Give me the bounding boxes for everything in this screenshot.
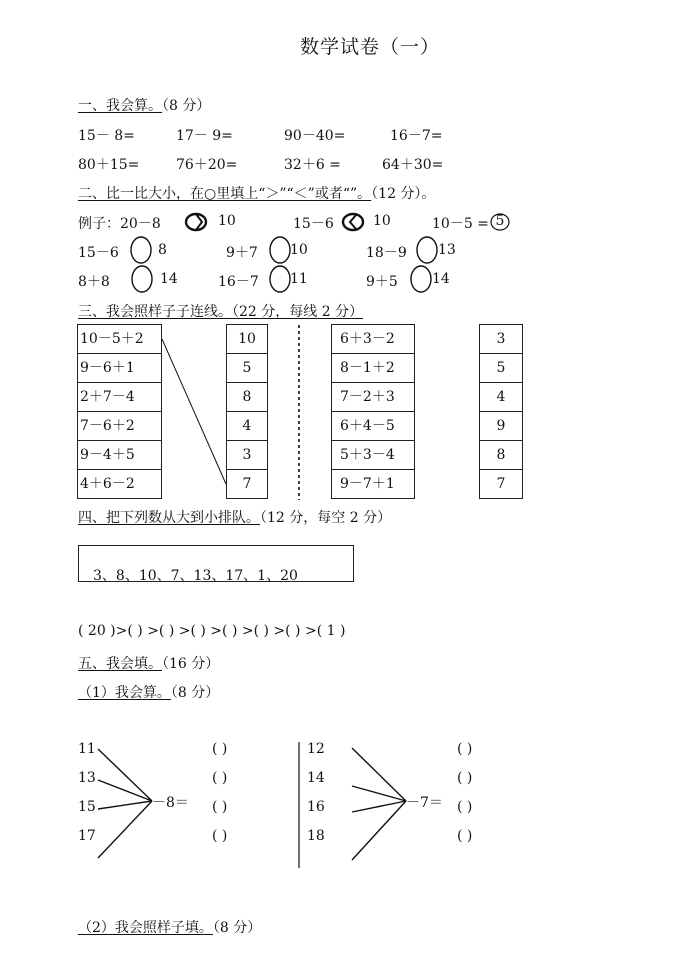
section-1-score: （8 分） bbox=[162, 98, 211, 114]
left-blank-1: ( ) bbox=[212, 741, 228, 757]
right-group-op: －7＝ bbox=[406, 795, 443, 811]
left-blank-4: ( ) bbox=[212, 828, 228, 844]
compare-circle-r2c1 bbox=[132, 266, 152, 292]
s3-right-num-3: 4 bbox=[479, 382, 523, 412]
right-blank-4: ( ) bbox=[457, 828, 473, 844]
right-group-num-2: 14 bbox=[307, 770, 325, 786]
section-2-score: （12 分）。 bbox=[371, 186, 436, 202]
subsection-2-score: （8 分） bbox=[212, 920, 262, 936]
s2-r1c1-right: 8 bbox=[158, 242, 167, 258]
section-1-title: 一、我会算。 bbox=[78, 98, 162, 114]
s3-left-num-1: 10 bbox=[226, 324, 268, 354]
s3-left-expr-3: 2＋7－4 bbox=[77, 382, 162, 412]
left-blank-2: ( ) bbox=[212, 770, 228, 786]
section-3-title: 三、我会照样子子连线。 bbox=[78, 304, 232, 320]
left-group-op: －8＝ bbox=[152, 795, 189, 811]
section-5-title: 五、我会填。 bbox=[78, 656, 162, 672]
subsection-2-heading bbox=[78, 917, 261, 937]
s2-r2c2-left: 16－7 bbox=[218, 274, 259, 290]
less-than-mark bbox=[350, 215, 356, 229]
s3-right-expr-3: 7－2＋3 bbox=[331, 382, 415, 412]
example-answer-circle-1 bbox=[186, 214, 206, 230]
numbers-box bbox=[78, 545, 354, 582]
right-blank-1: ( ) bbox=[457, 741, 473, 757]
subsection-1-heading bbox=[78, 682, 219, 702]
s2-r2c1-right: 14 bbox=[160, 271, 178, 287]
s2-example-label: 例子：20－8 bbox=[78, 216, 161, 232]
s3-left-expr-1: 10－5＋2 bbox=[77, 324, 162, 354]
section-3-heading bbox=[78, 301, 363, 321]
s3-right-expr-1: 6＋3－2 bbox=[331, 324, 415, 354]
section-4-heading bbox=[78, 507, 391, 527]
s3-left-num-2: 5 bbox=[226, 353, 268, 383]
example-connecting-line bbox=[162, 339, 226, 484]
section-4-title: 四、把下列数从大到小排队。 bbox=[78, 510, 260, 526]
s2-ex2-right: 10 bbox=[373, 213, 391, 229]
s3-right-num-4: 9 bbox=[479, 411, 523, 441]
s3-left-expr-2: 9－6＋1 bbox=[77, 353, 162, 383]
s3-left-num-4: 4 bbox=[226, 411, 268, 441]
s2-r1c3-right: 13 bbox=[438, 242, 456, 258]
right-group-num-1: 12 bbox=[307, 741, 325, 757]
s3-right-expr-2: 8－1＋2 bbox=[331, 353, 415, 383]
s3-left-expr-6: 4＋6－2 bbox=[77, 469, 162, 499]
s1-q8: 64＋30= bbox=[382, 157, 444, 173]
right-group-num-3: 16 bbox=[307, 799, 325, 815]
s1-q3: 90－40= bbox=[284, 128, 346, 144]
s2-ex3-circled: 5 bbox=[495, 213, 505, 229]
example-answer-circle-2 bbox=[343, 214, 363, 230]
section-2-heading bbox=[78, 183, 435, 203]
s3-right-num-1: 3 bbox=[479, 324, 523, 354]
section-2-title: 二、比一比大小，在○里填上“＞”“＜”或者“”。 bbox=[78, 186, 372, 202]
subsection-2-title: （2）我会照样子填。 bbox=[78, 920, 213, 936]
s3-left-num-3: 8 bbox=[226, 382, 268, 412]
s1-q6: 76＋20= bbox=[176, 157, 238, 173]
left-blank-3: ( ) bbox=[212, 799, 228, 815]
s3-right-num-6: 7 bbox=[479, 469, 523, 499]
s3-right-expr-5: 5＋3－4 bbox=[331, 440, 415, 470]
section-5-heading bbox=[78, 653, 219, 673]
left-group-num-3: 15 bbox=[78, 799, 96, 815]
s1-q2: 17－ 9= bbox=[176, 128, 233, 144]
right-group-num-4: 18 bbox=[307, 828, 325, 844]
compare-circle-r1c1 bbox=[131, 237, 151, 263]
s2-r2c3-right: 14 bbox=[432, 271, 450, 287]
s3-right-expr-6: 9－7＋1 bbox=[331, 469, 415, 499]
left-group-num-2: 13 bbox=[78, 770, 96, 786]
s2-r2c1-left: 8＋8 bbox=[78, 274, 110, 290]
s3-right-num-2: 5 bbox=[479, 353, 523, 383]
s1-q7: 32＋6 = bbox=[284, 157, 341, 173]
compare-circle-r2c2 bbox=[270, 266, 290, 292]
greater-than-mark bbox=[196, 214, 202, 230]
s3-right-expr-4: 6＋4－5 bbox=[331, 411, 415, 441]
right-blank-3: ( ) bbox=[457, 799, 473, 815]
s2-ex3: 10－5 = bbox=[432, 216, 489, 232]
s3-left-num-5: 3 bbox=[226, 440, 268, 470]
s3-left-expr-4: 7－6＋2 bbox=[77, 411, 162, 441]
compare-circle-r2c3 bbox=[411, 266, 431, 292]
section-3-score: （22 分，每线 2 分） bbox=[232, 304, 364, 320]
subsection-1-score: （8 分） bbox=[170, 685, 220, 701]
section-4-score: （12 分，每空 2 分） bbox=[260, 510, 392, 526]
s2-ex2-left: 15－6 bbox=[293, 216, 334, 232]
s3-left-expr-5: 9－4＋5 bbox=[77, 440, 162, 470]
left-group-num-4: 17 bbox=[78, 828, 96, 844]
subsection-1-title: （1）我会算。 bbox=[78, 685, 171, 701]
section-1-heading bbox=[78, 95, 210, 115]
s2-example-right: 10 bbox=[218, 213, 236, 229]
section-5-score: （16 分） bbox=[162, 656, 220, 672]
s2-r1c3-left: 18－9 bbox=[366, 245, 407, 261]
s1-q1: 15－ 8= bbox=[78, 128, 135, 144]
left-fan-lines bbox=[98, 749, 152, 858]
s3-left-num-6: 7 bbox=[226, 469, 268, 499]
s2-r1c2-left: 9＋7 bbox=[226, 245, 258, 261]
s1-q4: 16－7= bbox=[390, 128, 443, 144]
s2-r1c2-right: 10 bbox=[290, 242, 308, 258]
page-title: 数学试卷（一） bbox=[300, 36, 441, 58]
numbers-list: 3、8、10、7、13、17、1、20 bbox=[93, 568, 298, 584]
right-fan-lines bbox=[352, 748, 406, 860]
s2-r2c3-left: 9＋5 bbox=[366, 274, 398, 290]
s2-r1c1-left: 15－6 bbox=[78, 245, 119, 261]
left-group-num-1: 11 bbox=[78, 741, 96, 757]
s3-right-num-5: 8 bbox=[479, 440, 523, 470]
right-blank-2: ( ) bbox=[457, 770, 473, 786]
s2-r2c2-right: 11 bbox=[290, 271, 308, 287]
s1-q5: 80＋15= bbox=[78, 157, 140, 173]
compare-circle-r1c2 bbox=[270, 237, 290, 263]
order-answer-line: ( 20 )>( ) >( ) >( ) >( ) >( ) >( ) >( 1 ) bbox=[78, 623, 346, 639]
compare-circle-r1c3 bbox=[417, 237, 437, 263]
